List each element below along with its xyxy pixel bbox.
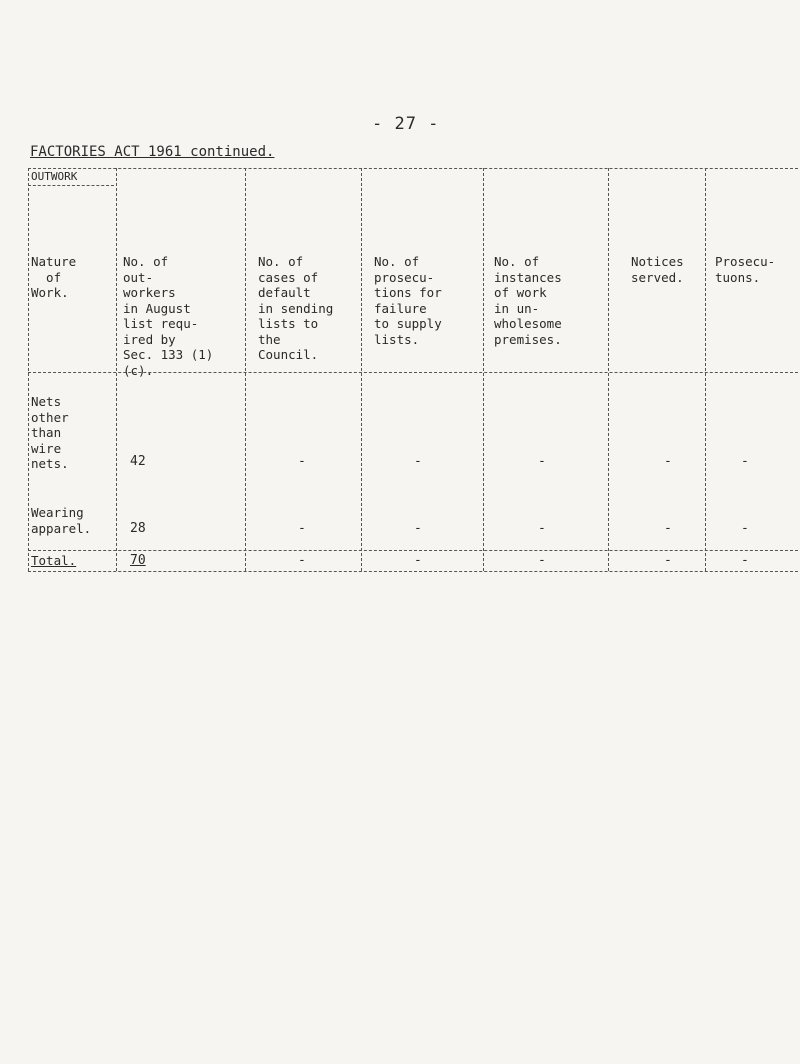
row-apparel-prosecutions-lists: -	[414, 521, 422, 536]
row-total-prosecutions-lists: -	[414, 553, 422, 568]
total-top-rule	[28, 550, 798, 551]
row-nets-outworkers: 42	[130, 454, 146, 469]
row-nets-prosecutions-lists: -	[414, 454, 422, 469]
header-nature-of-work: Nature of Work.	[31, 254, 77, 300]
corner-rule	[28, 185, 114, 186]
row-apparel-unwholesome: -	[538, 521, 546, 536]
col-rule-2	[245, 168, 246, 571]
row-total-outworkers: 70	[130, 553, 146, 568]
row-label-nets: Nets other than wire nets.	[31, 394, 69, 471]
row-label-total: Total.	[31, 553, 77, 568]
page-number: - 27 -	[372, 114, 440, 134]
col-rule-3	[361, 168, 362, 571]
row-apparel-default: -	[298, 521, 306, 536]
row-apparel-prosecutions: -	[741, 521, 749, 536]
row-nets-prosecutions: -	[741, 454, 749, 469]
col-rule-4	[483, 168, 484, 571]
row-nets-default: -	[298, 454, 306, 469]
row-nets-unwholesome: -	[538, 454, 546, 469]
section-heading: FACTORIES ACT 1961 continued.	[30, 144, 275, 160]
header-prosecutions-lists: No. of prosecu- tions for failure to supply lists.	[374, 254, 442, 347]
header-unwholesome-premises: No. of instances of work in un- wholesome premises.	[494, 254, 562, 347]
header-prosecutions: Prosecu- tuons.	[715, 254, 776, 285]
table-top-rule	[28, 168, 798, 169]
row-total-notices: -	[664, 553, 672, 568]
col-rule-5	[608, 168, 609, 571]
corner-label: OUTWORK	[31, 170, 78, 183]
header-outworkers: No. of out- workers in August list requ- ired by Sec. 133 (1) (c).	[123, 254, 214, 378]
header-notices-served: Notices served.	[631, 254, 684, 285]
row-apparel-outworkers: 28	[130, 521, 146, 536]
col-rule-6	[705, 168, 706, 571]
col-rule-0	[28, 168, 29, 571]
outwork-table	[28, 168, 798, 573]
table-bottom-rule	[28, 571, 798, 572]
row-total-unwholesome: -	[538, 553, 546, 568]
row-nets-notices: -	[664, 454, 672, 469]
row-label-wearing-apparel: Wearing apparel.	[31, 505, 92, 536]
row-total-default: -	[298, 553, 306, 568]
row-apparel-notices: -	[664, 521, 672, 536]
header-default-cases: No. of cases of default in sending lists to the Council.	[258, 254, 334, 362]
col-rule-1	[116, 168, 117, 571]
row-total-prosecutions: -	[741, 553, 749, 568]
